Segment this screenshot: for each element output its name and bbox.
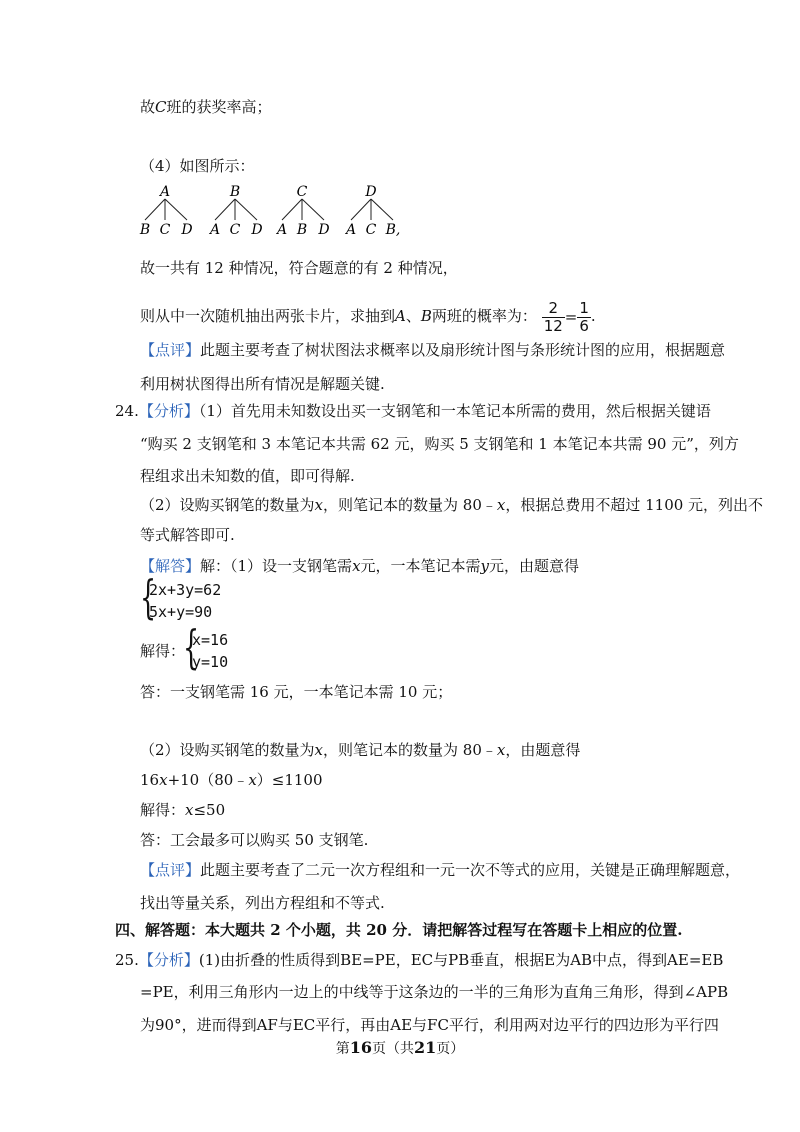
text: 第	[335, 1041, 350, 1057]
math-var: x	[248, 771, 257, 789]
text-line: （4）如图所示：	[140, 157, 255, 175]
tree-leaf-label: A	[276, 222, 288, 238]
text: （2）设购买钢笔的数量为	[140, 741, 315, 759]
text-line	[115, 401, 711, 421]
text: 元，由题意得	[489, 557, 580, 575]
tree-root-label: A	[159, 184, 171, 200]
brace-icon: {	[140, 570, 157, 624]
text: ≤50	[193, 801, 226, 819]
math-var: x	[496, 741, 506, 759]
answer-tag: 【解答】	[140, 557, 201, 575]
text: （2）设购买钢笔的数量为	[140, 496, 315, 514]
numerator: 1	[579, 298, 589, 317]
text: ，根据总费用不超过 1100 元，列出不	[505, 496, 764, 514]
text-line: 答：一支钢笔需 16 元，一本笔记本需 10 元；	[140, 683, 453, 701]
fraction	[577, 300, 591, 335]
text-line	[140, 495, 763, 515]
text: 则从中一次随机抽出两张卡片，求抽到	[140, 307, 396, 325]
tree-branch	[282, 199, 302, 220]
math-var: x	[159, 771, 168, 789]
tree-root-label: B	[229, 184, 241, 200]
tree-branch	[351, 199, 371, 220]
tree-branch	[302, 199, 324, 220]
page-total: 21	[414, 1038, 437, 1057]
text: 解：（1）设一支钢笔需	[200, 557, 353, 575]
math-var: A	[395, 307, 406, 325]
math-var: B	[420, 307, 432, 325]
tree-leaf-label: D	[181, 222, 193, 238]
tree-branch	[215, 199, 235, 220]
equation: y=10	[192, 653, 229, 671]
tree-leaf-label: B	[296, 222, 308, 238]
tree-leaf-label: A	[345, 222, 357, 238]
denominator: 6	[579, 316, 589, 335]
text-line	[140, 800, 225, 820]
comment-tag: 【点评】	[140, 341, 201, 359]
text: ，则笔记本的数量为 80﹣	[323, 741, 497, 759]
tree-leaf-label: C	[159, 222, 171, 238]
text: (1)由折叠的性质得到BE=PE，EC与PB垂直，根据E为AB中点，得到AE=EB	[198, 951, 724, 969]
math-var: x	[314, 741, 324, 759]
text: ，由题意得	[505, 741, 581, 759]
text-line: 程组求出未知数的值，即可得解.	[140, 467, 355, 485]
tree-diagram	[135, 180, 425, 240]
text-line: 找出等量关系，列出方程组和不等式.	[140, 894, 385, 912]
text: 此题主要考查了树状图法求概率以及扇形统计图与条形统计图的应用，根据题意	[200, 341, 726, 359]
text: 元，一本笔记本需	[360, 557, 481, 575]
tree-branch	[235, 199, 257, 220]
brace-icon: {	[183, 620, 200, 674]
equation: 2x+3y=62	[149, 581, 222, 599]
text: 两班的概率为：	[431, 307, 537, 325]
tree-leaf-label: D	[318, 222, 330, 238]
equation-system	[140, 570, 340, 626]
page-number: 16	[349, 1038, 372, 1057]
text: +10（80﹣	[167, 771, 249, 789]
text-line	[140, 296, 596, 337]
text: ，则笔记本的数量为 80﹣	[323, 496, 497, 514]
text-line: 答：工会最多可以购买 50 支钢笔.	[140, 831, 369, 849]
text: 解得：	[140, 801, 186, 819]
text-line	[140, 97, 272, 117]
text-line: 为90°，进而得到AF与EC平行，再由AE与FC平行，利用两对边平行的四边形为平行四	[140, 1016, 719, 1034]
tree-leaf-label: B,	[385, 222, 401, 238]
text: =	[564, 308, 578, 326]
analysis-tag: 【分析】	[138, 402, 199, 420]
text: 班的获奖率高；	[166, 98, 272, 116]
tree-branch	[165, 199, 187, 220]
question-number: 25.	[115, 951, 139, 969]
analysis-tag: 【分析】	[138, 951, 199, 969]
text: 页（共	[372, 1041, 414, 1057]
comment-tag: 【点评】	[140, 861, 201, 879]
text: 此题主要考查了二元一次方程组和一元一次不等式的应用，关键是正确理解题意，	[200, 861, 741, 879]
fraction	[542, 300, 565, 335]
text: （1）首先用未知数设出买一支钢笔和一本笔记本所需的费用，然后根据关键语	[198, 402, 711, 420]
tree-branch	[145, 199, 165, 220]
text-line: 等式解答即可.	[140, 526, 235, 544]
tree-leaf-label: B	[139, 222, 151, 238]
equation: x=16	[192, 631, 229, 649]
math-var: x	[185, 801, 194, 819]
text: 、	[405, 307, 421, 325]
text: 页）	[436, 1041, 465, 1057]
page-footer	[0, 1038, 800, 1058]
equation: 5x+y=90	[149, 603, 213, 621]
math-var: C	[155, 98, 167, 116]
math-var: y	[480, 557, 490, 575]
equation-system	[183, 620, 303, 676]
text-line: =PE，利用三角形内一边上的中线等于这条边的一半的三角形为直角三角形，得到∠APB	[140, 983, 729, 1001]
math-var: x	[314, 496, 324, 514]
text: .	[590, 307, 596, 325]
text-line: 利用树状图得出所有情况是解题关键.	[140, 375, 385, 393]
text: ）≤1100	[256, 771, 323, 789]
tree-leaf-label: D	[251, 222, 263, 238]
text-line: 解得：	[140, 642, 186, 660]
text-line	[140, 860, 740, 880]
text-line: 故一共有 12 种情况，符合题意的有 2 种情况，	[140, 259, 458, 277]
math-var: x	[496, 496, 506, 514]
text-line	[140, 740, 580, 760]
denominator: 12	[543, 316, 563, 335]
text: 故	[140, 98, 156, 116]
text-line	[140, 340, 725, 360]
tree-root-label: C	[296, 184, 308, 200]
text-line	[140, 556, 579, 576]
tree-root-label: D	[365, 184, 377, 200]
tree-branch	[371, 199, 393, 220]
section-heading: 四、解答题：本大题共 2 个小题，共 20 分．请把解答过程写在答题卡上相应的位置.	[115, 921, 683, 939]
text: 16	[140, 771, 160, 789]
math-var: x	[352, 557, 361, 575]
numerator: 2	[542, 300, 565, 318]
text-line	[115, 950, 723, 970]
tree-leaf-label: A	[209, 222, 221, 238]
tree-leaf-label: C	[365, 222, 377, 238]
text-line	[140, 770, 323, 790]
tree-leaf-label: C	[229, 222, 241, 238]
question-number: 24.	[115, 402, 139, 420]
text-line: “购买 2 支钢笔和 3 本笔记本共需 62 元，购买 5 支钢笔和 1 本笔记本共需 90 元”，列方	[140, 435, 739, 453]
